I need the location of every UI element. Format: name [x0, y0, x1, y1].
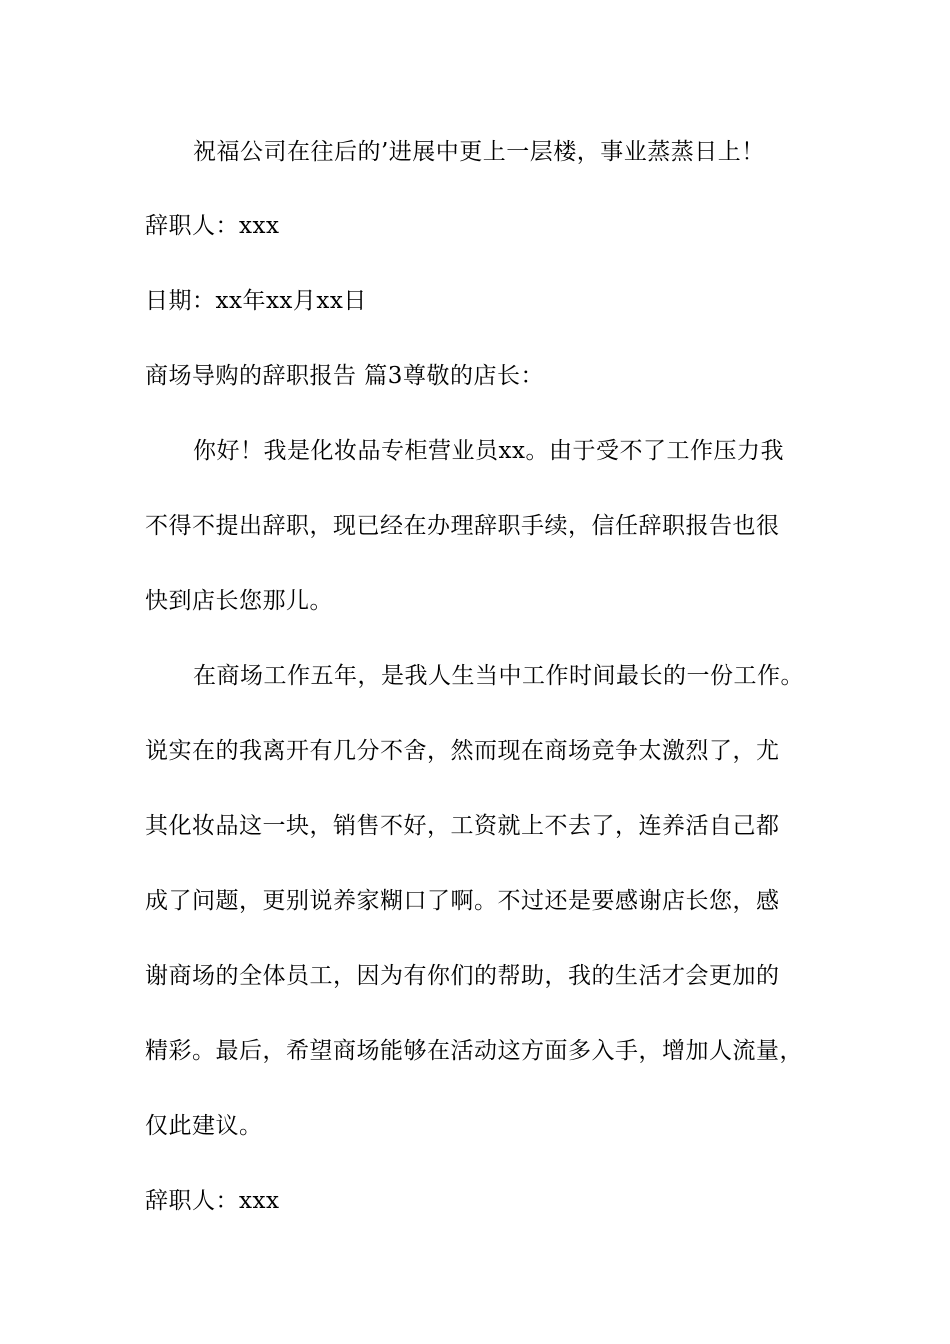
paragraph-line: 在商场工作五年，是我人生当中工作时间最长的一份工作。 [193, 663, 804, 689]
date-line: 日期：xx年xx月xx日 [145, 288, 367, 314]
paragraph-line: 仅此建议。 [145, 1113, 263, 1139]
paragraph-line: 说实在的我离开有几分不舍，然而现在商场竞争太激烈了，尤 [145, 738, 780, 764]
paragraph-line: 你好！我是化妆品专柜营业员xx。由于受不了工作压力我 [193, 438, 784, 464]
signature-line: 辞职人：xxx [145, 1188, 280, 1214]
paragraph-line: 成了问题，更别说养家糊口了啊。不过还是要感谢店长您，感 [145, 888, 780, 914]
closing-wish: 祝福公司在往后的’进展中更上一层楼，事业蒸蒸日上！ [193, 139, 765, 165]
signature-line: 辞职人：xxx [145, 213, 280, 239]
section-heading: 商场导购的辞职报告 篇3尊敬的店长： [145, 363, 544, 389]
paragraph-line: 精彩。最后，希望商场能够在活动这方面多入手，增加人流量， [145, 1038, 803, 1064]
paragraph-line: 谢商场的全体员工，因为有你们的帮助，我的生活才会更加的 [145, 963, 780, 989]
paragraph-line: 不得不提出辞职，现已经在办理辞职手续，信任辞职报告也很 [145, 513, 780, 539]
paragraph-line: 其化妆品这一块，销售不好，工资就上不去了，连养活自己都 [145, 813, 780, 839]
paragraph-line: 快到店长您那儿。 [145, 588, 333, 614]
